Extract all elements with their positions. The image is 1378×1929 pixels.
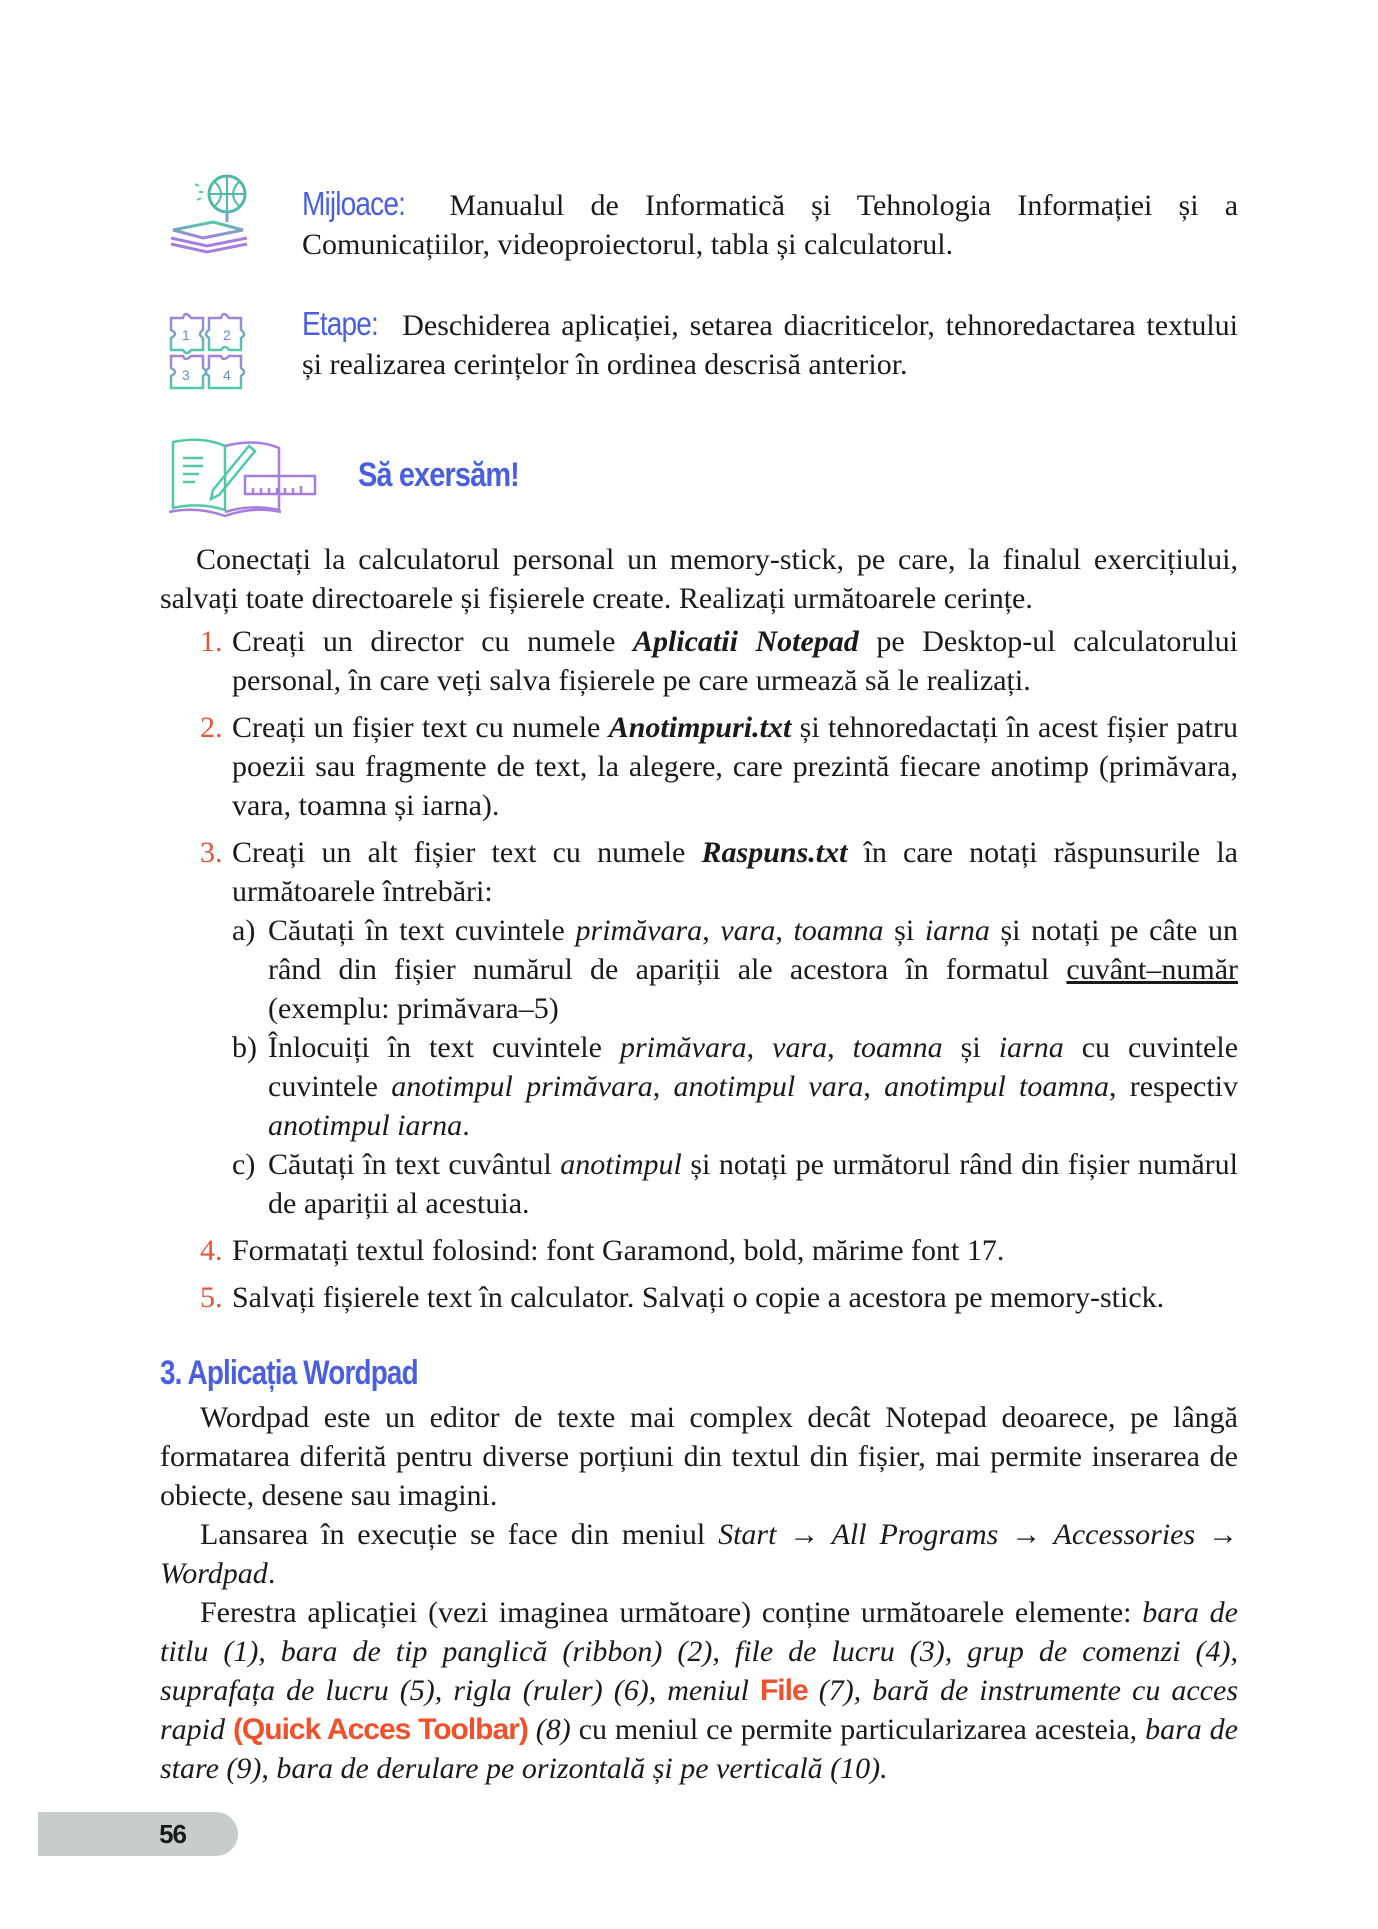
svg-text:4: 4 bbox=[223, 367, 231, 383]
section-paragraph-1: Wordpad este un editor de texte mai complex decât Notepad deoarece, pe lângă formatarea diferită pentru diverse porțiuni din textul din fișier, mai permite inserarea de obiecte, desene sau imagini. bbox=[160, 1401, 1238, 1512]
item-number: 2. bbox=[200, 711, 223, 744]
etape-paragraph bbox=[302, 304, 1238, 384]
folder-name: Aplicatii Notepad bbox=[632, 625, 859, 658]
qat-highlight: (Quick Acces Toolbar) bbox=[232, 1713, 528, 1746]
exercise-intro: Conectați la calculatorul personal un memory-stick, pe care, la finalul exercițiului, salvați toate directoarele și fișierele create. Realizați următoarele cerințe. bbox=[160, 543, 1238, 615]
globe-books-icon bbox=[165, 170, 255, 260]
section-title: 3. Aplicația Wordpad bbox=[160, 1354, 418, 1392]
mijloace-text: Manualul de Informatică și Tehnologia Informației și a Comunicațiilor, videoproiectorul, tabla și calculatorul. bbox=[302, 189, 1239, 261]
page-number: 56 bbox=[159, 1819, 186, 1849]
exercise-title: Să exersăm! bbox=[358, 456, 519, 494]
item-number: 4. bbox=[200, 1234, 223, 1267]
svg-text:1: 1 bbox=[182, 327, 190, 343]
puzzle-icon bbox=[165, 308, 255, 398]
list-item: 1. Creați un director cu numele Aplicatii Notepad pe Desktop-ul calculatorului personal, în care veți salva fișierele pe care urmează să le realizați. bbox=[200, 622, 1238, 700]
item-number: 5. bbox=[200, 1281, 223, 1314]
svg-text:3: 3 bbox=[182, 367, 190, 383]
etape-text: Deschiderea aplicației, setarea diacriticelor, tehnoredactarea textului și realizarea cerințelor în ordinea descrisă anterior. bbox=[302, 309, 1239, 381]
sub-item-a: a) Căutați în text cuvintele primăvara, vara, toamna și iarna și notați pe câte un rând din fișier numărul de apariții ale acestora în formatul cuvânt–număr (exemplu: primăvara–5) bbox=[232, 914, 1239, 1025]
page-number-tab bbox=[38, 1812, 238, 1856]
notebook-pencil-icon bbox=[165, 432, 325, 524]
list-item: 2. Creați un fișier text cu numele Anotimpuri.txt și tehnoredactați în acest fișier patru poezii sau fragmente de text, la alegere, care prezintă fiecare anotimp (primăvara, vara, toamna și iarna). bbox=[200, 708, 1238, 825]
sub-item-b: b) Înlocuiți în text cuvintele primăvara, vara, toamna și iarna cu cuvintele cuvintele anotimpul primăvara, anotimpul vara, anotimpul toamna, respectiv anotimpul iarna. bbox=[232, 1031, 1239, 1142]
list-item: 4. Formatați textul folosind: font Garamond, bold, mărime font 17. bbox=[200, 1231, 1238, 1270]
item-number: 3. bbox=[200, 836, 223, 869]
section-paragraph-2: Lansarea în execuție se face din meniul Start → All Programs → Accessories → Wordpad. bbox=[160, 1518, 1238, 1590]
list-item: 5. Salvați fișierele text în calculator. Salvați o copie a acestora pe memory-stick. bbox=[200, 1278, 1238, 1317]
mijloace-label: Mijloace: bbox=[302, 185, 406, 222]
section-body bbox=[160, 1398, 1238, 1788]
svg-text:2: 2 bbox=[223, 327, 231, 343]
mijloace-paragraph bbox=[302, 184, 1238, 264]
file-name: Anotimpuri.txt bbox=[608, 711, 792, 744]
file-name: Raspuns.txt bbox=[701, 836, 848, 869]
sub-item-c: c) Căutați în text cuvântul anotimpul și notați pe următorul rând din fișier numărul de apariții al acestuia. bbox=[232, 1148, 1238, 1220]
item-number: 1. bbox=[200, 625, 223, 658]
section-paragraph-3: Ferestra aplicației (vezi imaginea următoare) conține următoarele elemente: bara de titlu (1), bara de tip panglică (ribbon) (2), file de lucru (3), grup de comenzi (4), suprafața de lucru (5), rigla (ruler) (6), meniul File (7), bară de instrumente cu acces rapid (Quick Acces Toolbar) (8) cu meniul ce permite particularizarea acesteia, bara de stare (9), bara de derulare pe orizontală și pe verticală (10). bbox=[160, 1596, 1238, 1785]
file-menu-highlight: File bbox=[759, 1674, 808, 1707]
etape-label: Etape: bbox=[302, 305, 379, 342]
exercise-body bbox=[160, 540, 1238, 1317]
list-item: 3. Creați un alt fișier text cu numele Raspuns.txt în care notați răspunsurile la următoarele întrebări: bbox=[200, 833, 1238, 911]
